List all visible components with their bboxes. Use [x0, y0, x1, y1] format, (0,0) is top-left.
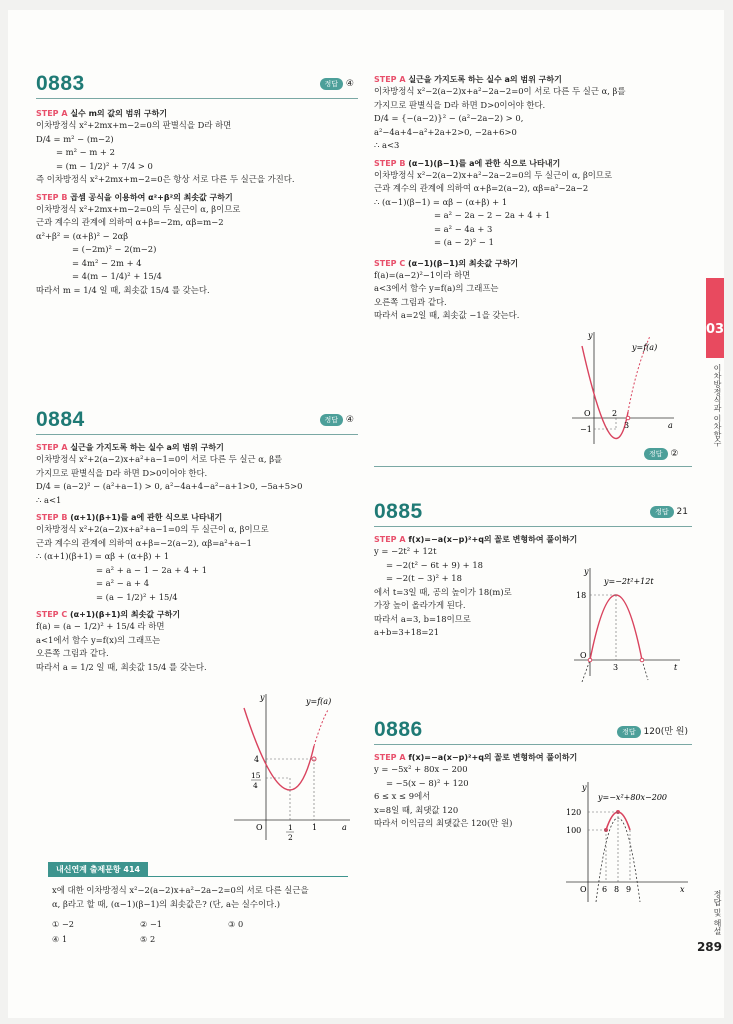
solution-line: y = −5x² + 80x − 200: [374, 764, 468, 774]
answer-value: ②: [670, 449, 679, 459]
open-point: [626, 416, 630, 420]
step-c-title: (α+1)(β+1)의 최솟값 구하기: [70, 610, 181, 619]
solution-line: 즉 이차방정식 x²+2mx+m−2=0은 항상 서로 다른 두 실근을 가진다.: [36, 174, 295, 184]
step-b-title: 곱셈 공식을 이용하여 α²+β²의 최솟값 구하기: [70, 192, 233, 202]
step-a-title: 실수 m의 값의 범위 구하기: [70, 109, 168, 118]
tick-18: 18: [576, 591, 587, 600]
solution-line: = m² − m + 2: [56, 147, 115, 157]
step-a-label: STEP A: [374, 753, 406, 762]
tick-120: 120: [566, 808, 582, 817]
solution-line: 따라서 이익금의 최댓값은 120(만 원): [374, 818, 513, 828]
y-label: y: [260, 693, 265, 702]
step-b-label: STEP B: [36, 513, 68, 522]
example-question: x에 대한 이차방정식 x²−2(a−2)x+a²−2a−2=0의 서로 다른 실근을: [52, 885, 309, 895]
x-label: t: [674, 663, 678, 672]
solution-line: f(a)=(a−2)²−1이라 하면: [374, 269, 471, 280]
solution-line: 이차방정식 x²+2mx+m−2=0의 판별식을 D라 하면: [36, 120, 232, 130]
open-point: [640, 658, 644, 662]
solution-line: α²+β² = (α+β)² − 2αβ: [36, 230, 129, 241]
answer-0884: ④: [345, 415, 354, 425]
graph-0884: [230, 690, 354, 850]
answer-0886: 120(만 원): [643, 727, 688, 737]
solution-line: a<1에서 함수 y=f(x)의 그래프는: [36, 634, 161, 645]
solution-line: a²−4a+4−a²+2a+2>0, −2a+6>0: [374, 126, 517, 137]
answer-cont: [644, 448, 678, 460]
solution-line: 이차방정식 x²+2(a−2)x+a²+a−1=0의 두 실근이 α, β이므로: [36, 524, 269, 534]
right-column: [374, 74, 692, 323]
solution-line: ∴ a<1: [36, 494, 62, 505]
function-label: y=−2t²+12t: [604, 577, 654, 586]
step-b-label: STEP B: [36, 192, 68, 202]
answer-badge: 정답: [320, 78, 344, 90]
solution-line: = 4(m − 1/4)² + 15/4: [72, 271, 162, 281]
step-a-title: f(x)=−a(x−p)²+q의 꼴로 변형하여 풀이하기: [408, 535, 578, 544]
divider: [374, 466, 692, 467]
tick-9: 9: [626, 885, 632, 894]
problem-number-0884: 0884: [36, 408, 85, 431]
solution-line: = a² + a − 1 − 2a + 4 + 1: [96, 564, 208, 575]
step-a-label: STEP A: [374, 75, 406, 84]
solution-line: 이차방정식 x²−2(a−2)x+a²−2a−2=0의 두 실근이 α, β이므로: [374, 169, 613, 180]
solution-line: = (m − 1/2)² + 7/4 > 0: [56, 160, 153, 171]
step-c-label: STEP C: [36, 610, 68, 619]
choice-3[interactable]: ③ 0: [228, 919, 244, 929]
step-a-label: STEP A: [374, 535, 406, 544]
divider: [36, 434, 358, 435]
example-question: α, β라고 할 때, (α−1)(β−1)의 최솟값은? (단, a는 실수이다.): [52, 898, 281, 909]
answer-0883: ④: [345, 79, 354, 89]
solution-line: D/4 = {−(a−2)}² − (a²−2a−2) > 0,: [374, 113, 524, 123]
solution-line: = −2(t − 3)² + 18: [386, 573, 462, 583]
solution-line: = (a − 2)² − 1: [434, 237, 494, 247]
step-a-title: 실근을 가지도록 하는 실수 a의 범위 구하기: [408, 75, 562, 84]
solution-line: 이차방정식 x²+2(a−2)x+a²+a−1=0이 서로 다른 두 실근 α, β를: [36, 454, 283, 464]
page-number: 289: [696, 940, 722, 954]
x-label: a: [342, 823, 347, 832]
function-label: y=f(a): [306, 697, 332, 706]
tick-1-half: 1: [288, 823, 293, 832]
solution-line: = (−2m)² − 2(m−2): [72, 244, 157, 254]
tick-2: 2: [612, 409, 618, 418]
tick-4: 4: [254, 755, 260, 764]
answer-badge: 정답: [650, 506, 674, 518]
solution-line: = (a − 1/2)² + 15/4: [96, 591, 178, 602]
divider: [374, 526, 692, 527]
step-c-title: (α−1)(β−1)의 최솟값 구하기: [408, 258, 519, 268]
y-label: y: [588, 331, 593, 340]
step-c-label: STEP C: [374, 258, 406, 268]
open-point: [588, 658, 592, 662]
solution-line: a+b=3+18=21: [374, 627, 440, 637]
step-b-title: (α+1)(β+1)를 a에 관한 식으로 나타내기: [70, 513, 223, 522]
tick-15: 15: [251, 771, 261, 780]
x-label: a: [668, 421, 673, 430]
step-b-title: (α−1)(β−1)를 a에 관한 식으로 나타내기: [408, 158, 561, 168]
footer-label: 정답 및 해설: [713, 890, 722, 936]
solution-line: 6 ≤ x ≤ 9에서: [374, 791, 431, 801]
origin-label: O: [580, 885, 587, 894]
problem-number-0886: 0886: [374, 718, 423, 741]
solution-line: D/4 = (a−2)² − (a²+a−1) > 0, a²−4a+4−a²−a+1>0, −5a+5>0: [36, 481, 303, 491]
function-label: y=−x²+80x−200: [598, 793, 668, 802]
origin-label: O: [256, 823, 263, 832]
origin-label: O: [584, 409, 591, 418]
solution-line: 가장 높이 올라가게 된다.: [374, 600, 466, 610]
answer-badge: 정답: [617, 726, 641, 738]
solution-line: 오른쪽 그림과 같다.: [36, 648, 109, 658]
solution-line: 이차방정식 x²−2(a−2)x+a²−2a−2=0이 서로 다른 두 실근 α, β를: [374, 86, 626, 96]
page: [8, 10, 724, 1018]
choice-5[interactable]: ⑤ 2: [140, 934, 156, 944]
chapter-tab: [706, 278, 724, 358]
chapter-number: 03: [706, 322, 725, 337]
solution-line: 따라서 a=3, b=18이므로: [374, 613, 471, 624]
solution-line: 따라서 m = 1/4 일 때, 최솟값 15/4 를 갖는다.: [36, 284, 210, 295]
graph-0885: [570, 564, 688, 682]
solution-line: 가지므로 판별식을 D라 하면 D>0이어야 한다.: [36, 467, 208, 478]
answer-0885: 21: [676, 507, 688, 517]
problem-0884: [36, 408, 358, 674]
left-column: [36, 72, 358, 297]
divider: [374, 744, 692, 745]
origin-label: O: [580, 651, 587, 660]
divider: [48, 876, 348, 877]
tick-15-denominator: 4: [253, 781, 258, 790]
step-a-label: STEP A: [36, 109, 68, 118]
solution-line: = a² − 2a − 2 − 2a + 4 + 1: [434, 210, 551, 220]
solution-line: = a² − 4a + 3: [434, 223, 493, 234]
solution-line: 근과 계수의 관계에 의하여 α+β=−2m, αβ=m−2: [36, 217, 224, 227]
solution-line: ∴ a<3: [374, 140, 400, 150]
solution-line: 따라서 a = 1/2 일 때, 최솟값 15/4 를 갖는다.: [36, 661, 207, 672]
tick-1: 1: [312, 823, 318, 832]
x-label: x: [680, 885, 685, 894]
choice-4[interactable]: ④ 1: [52, 934, 68, 944]
solution-line: x=8일 때, 최댓값 120: [374, 804, 459, 815]
tick-3: 3: [624, 421, 630, 430]
solution-line: 근과 계수의 관계에 의하여 α+β=2(a−2), αβ=a²−2a−2: [374, 183, 589, 193]
solution-line: 따라서 a=2일 때, 최솟값 −1을 갖는다.: [374, 310, 520, 320]
solution-line: 근과 계수의 관계에 의하여 α+β=−2(a−2), αβ=a²+a−1: [36, 537, 252, 548]
tick-8: 8: [614, 885, 620, 894]
y-label: y: [582, 783, 587, 792]
problem-number-0885: 0885: [374, 500, 423, 523]
tick-1-half-denominator: 2: [288, 833, 293, 842]
solution-line: = 4m² − 2m + 4: [72, 257, 142, 268]
tick-100: 100: [566, 826, 582, 835]
solution-line: y = −2t² + 12t: [374, 546, 437, 556]
parabola-dashed: [314, 710, 328, 746]
tick-3: 3: [613, 663, 619, 672]
y-label: y: [584, 567, 589, 576]
answer-badge: 정답: [320, 414, 344, 426]
choice-1[interactable]: ① −2: [52, 919, 75, 929]
example-tag: 내신연계 출제문항 414: [48, 862, 148, 877]
chapter-title: 이차방정식과 이차함수: [713, 364, 722, 447]
solution-line: 가지므로 판별식을 D라 하면 D>0이어야 한다.: [374, 99, 546, 110]
tick-6: 6: [602, 885, 608, 894]
choice-2[interactable]: ② −1: [140, 919, 163, 929]
graph-0886: [562, 778, 692, 908]
solution-line: = −2(t² − 6t + 9) + 18: [386, 559, 483, 570]
graph-cont: [570, 328, 680, 446]
problem-number-0883: 0883: [36, 72, 85, 95]
solution-line: 에서 t=3일 때, 공의 높이가 18(m)로: [374, 586, 512, 597]
solution-line: 이차방정식 x²+2mx+m−2=0의 두 실근이 α, β이므로: [36, 203, 241, 214]
solution-line: a<3에서 함수 y=f(a)의 그래프는: [374, 283, 499, 293]
solution-line: ∴ (α+1)(β+1) = αβ + (α+β) + 1: [36, 551, 170, 561]
solution-line: = −5(x − 8)² + 120: [386, 777, 469, 788]
answer-badge: 정답: [644, 448, 668, 460]
solution-line: 오른쪽 그림과 같다.: [374, 296, 447, 307]
example-problem: [52, 884, 352, 949]
solution-line: D/4 = m² − (m−2): [36, 133, 114, 144]
solution-line: f(a) = (a − 1/2)² + 15/4 라 하면: [36, 621, 165, 631]
function-label: y=f(a): [632, 343, 658, 352]
tick-minus-1: −1: [580, 425, 592, 434]
solution-line: = a² − a + 4: [96, 578, 150, 588]
divider: [36, 98, 358, 99]
solution-line: ∴ (α−1)(β−1) = αβ − (α+β) + 1: [374, 196, 508, 207]
step-a-title: f(x)=−a(x−p)²+q의 꼴로 변형하여 풀이하기: [408, 753, 578, 762]
step-a-label: STEP A: [36, 443, 68, 452]
step-a-title: 실근을 가지도록 하는 실수 a의 범위 구하기: [70, 443, 224, 452]
step-b-label: STEP B: [374, 158, 406, 168]
